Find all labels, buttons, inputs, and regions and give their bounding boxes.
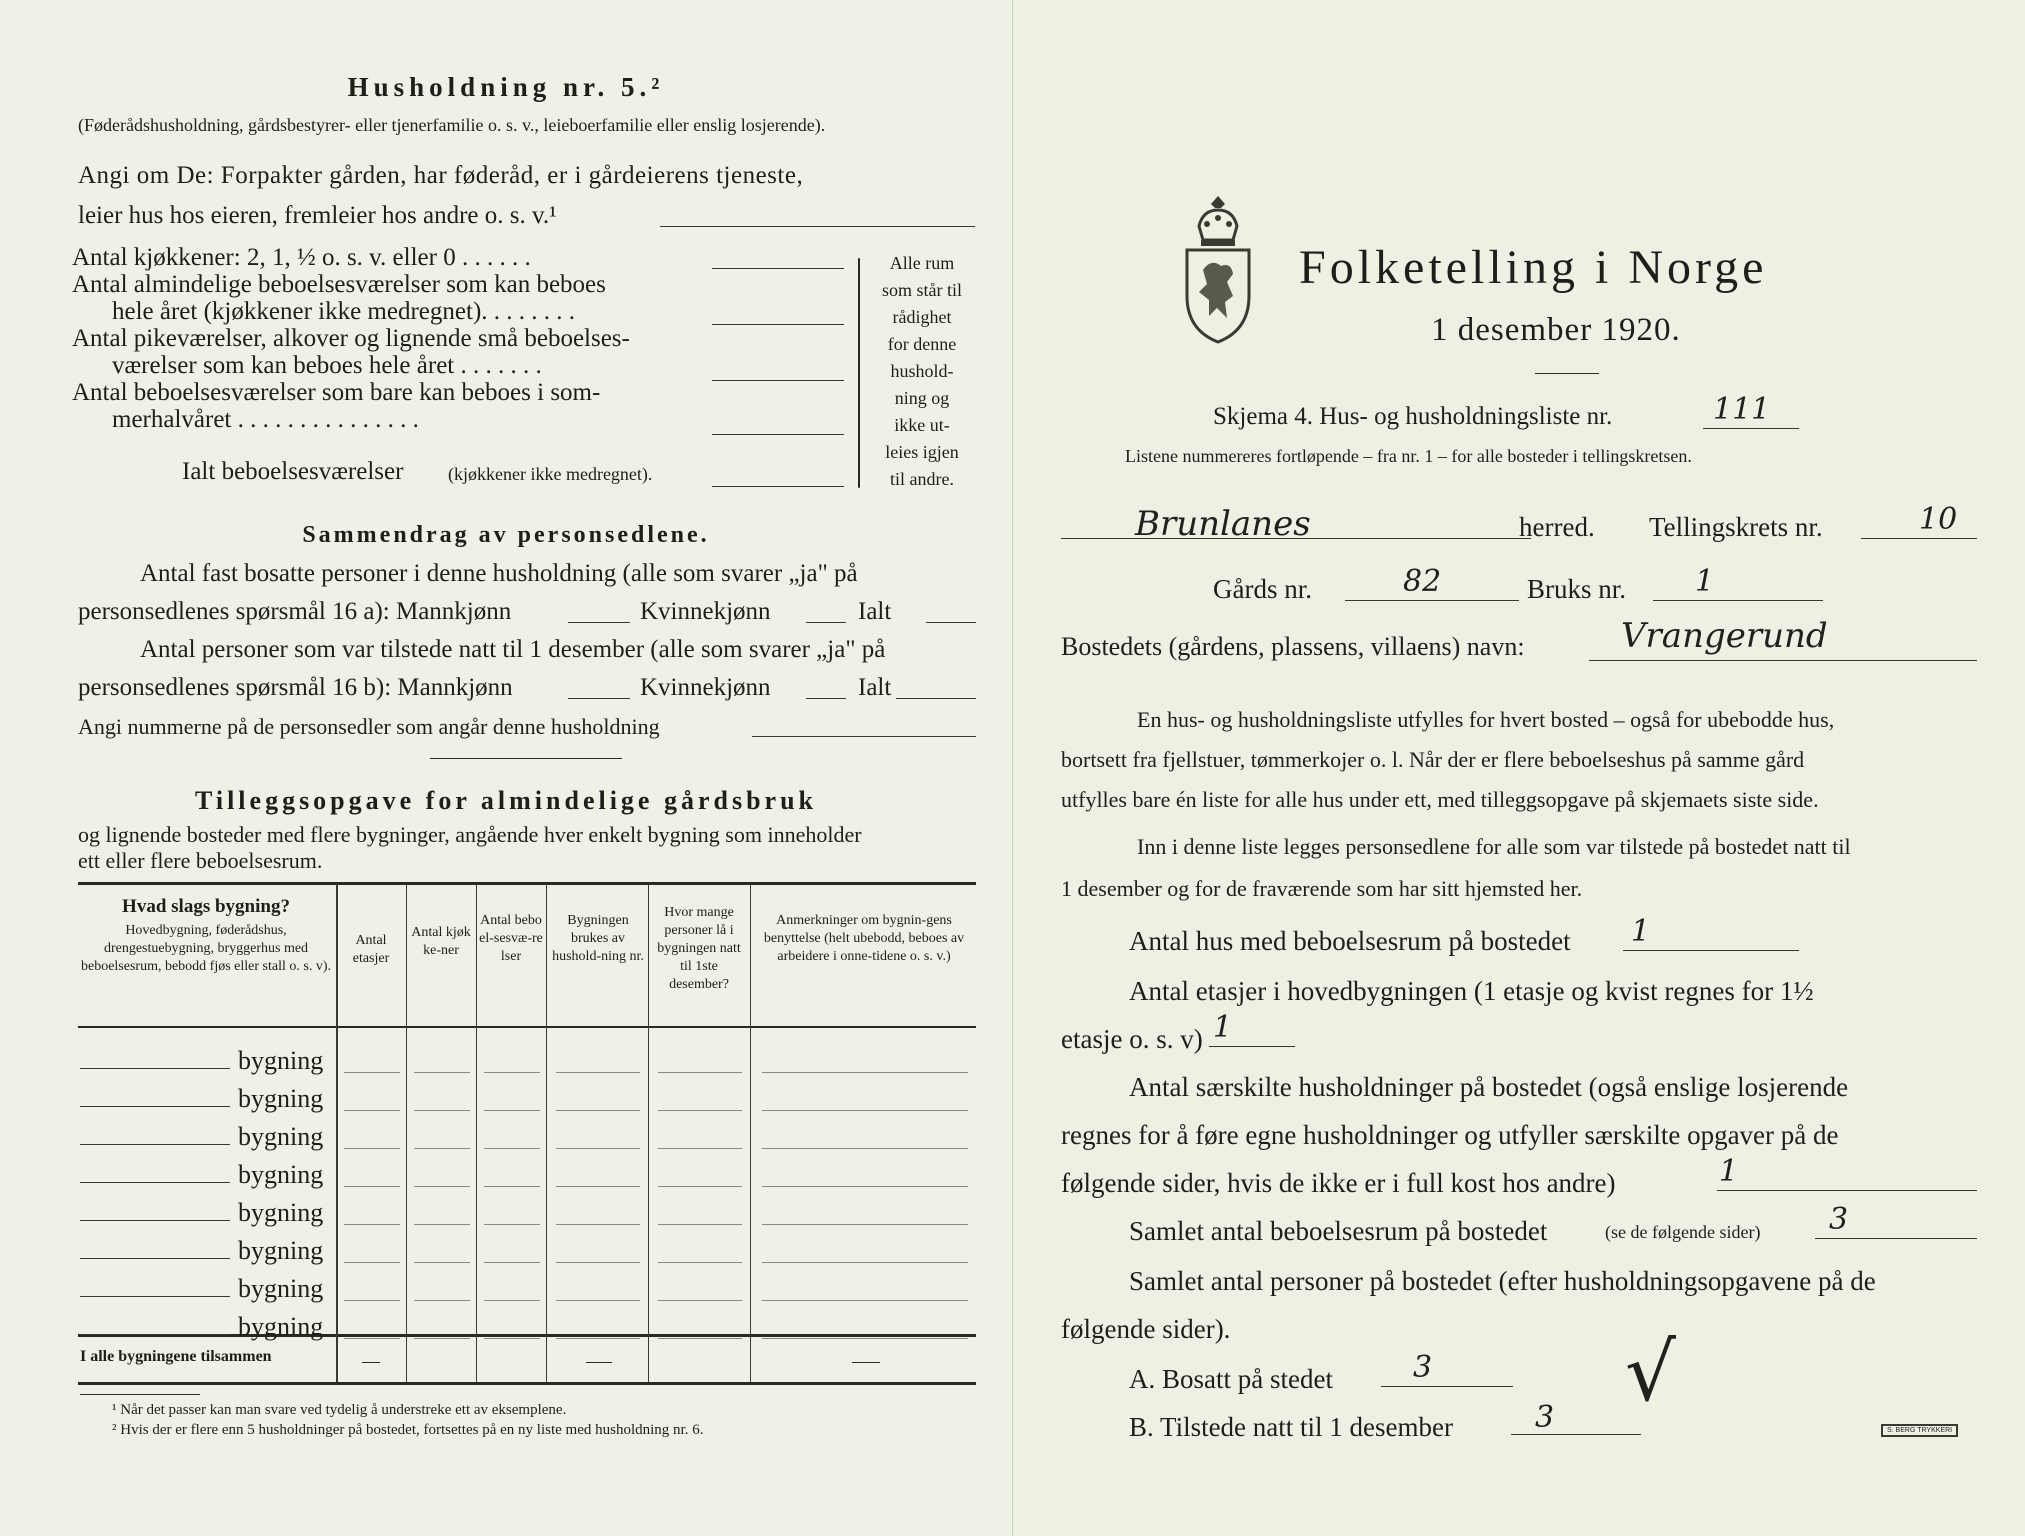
krets-label: Tellingskrets nr. xyxy=(1649,512,1823,542)
gards-line xyxy=(1345,600,1519,601)
building-cell-line xyxy=(484,1300,540,1301)
building-cell-line xyxy=(658,1300,742,1301)
q-hush-value: 1 xyxy=(1719,1154,1739,1189)
printer-stamp: S. BERG TRYKKERI xyxy=(1881,1424,1958,1437)
q-pers-line1: Samlet antal personer på bostedet (efter husholdningsopgavene på de xyxy=(1129,1266,1876,1296)
building-cell-line xyxy=(344,1300,400,1301)
q-rum-value: 3 xyxy=(1829,1202,1849,1237)
building-cell-line xyxy=(556,1186,640,1187)
building-cell-line xyxy=(556,1300,640,1301)
building-cell-line xyxy=(556,1224,640,1225)
th-remarks: Anmerkninger om bygnin-gens benyttelse (helt ubebodd, beboes av arbeidere i onne-tidene o. s. v.) xyxy=(763,913,965,964)
summary-b-total-line xyxy=(896,698,976,699)
gards-value: 82 xyxy=(1403,564,1442,599)
th-building-type-note: Hovedbygning, føderådshus, drengestuebygning, bryggerhus med beboelsesrum, bebodd fjøs eller stall o. s. v). xyxy=(80,923,331,974)
building-cell-line xyxy=(556,1338,640,1339)
building-type-line xyxy=(80,1106,230,1107)
summary-b-female-line xyxy=(806,698,846,699)
building-type-line xyxy=(80,1068,230,1069)
total-dash xyxy=(586,1362,612,1363)
building-cell-line xyxy=(484,1186,540,1187)
bosted-value: Vrangerund xyxy=(1621,616,1828,656)
para1-line: bortsett fra fjellstuer, tømmerkojer o. l. Når der er flere beboelseshus på samme gård xyxy=(1061,747,1805,772)
title-divider xyxy=(1535,373,1599,374)
skjema-value: 111 xyxy=(1713,392,1771,427)
rooms-q-ordinary: Antal almindelige beboelsesværelser som kan beboes xyxy=(72,271,606,298)
tillegg-title: Tilleggsopgave for almindelige gårdsbruk xyxy=(194,786,818,815)
summary-a-female-line xyxy=(806,622,846,623)
q-hush-line xyxy=(1717,1190,1977,1191)
para1-line: En hus- og husholdningsliste utfylles for hvert bosted – også for ubebodde hus, xyxy=(1137,707,1835,732)
rooms-q-small-cont: værelser som kan beboes hele året . . . . . . . xyxy=(112,352,542,379)
table-total-label: I alle bygningene tilsammen xyxy=(80,1348,272,1365)
building-row-label: bygning xyxy=(238,1046,324,1075)
b-tilstede-value: 3 xyxy=(1535,1400,1555,1435)
building-cell-line xyxy=(344,1072,400,1073)
krets-value: 10 xyxy=(1919,502,1958,537)
numbers-line-label: Angi nummerne på de personsedler som angår denne husholdning xyxy=(78,714,660,739)
building-cell-line xyxy=(762,1072,968,1073)
bracket-note-line: ikke ut- xyxy=(894,415,950,435)
herred-line xyxy=(1061,538,1531,539)
building-row-label: bygning xyxy=(238,1236,324,1265)
building-type-line xyxy=(80,1296,230,1297)
section-divider xyxy=(430,758,622,759)
rooms-q-ordinary-cont: hele året (kjøkkener ikke medregnet). . . . . . . . xyxy=(112,298,576,325)
building-type-line xyxy=(80,1334,230,1335)
building-row-label: bygning xyxy=(238,1274,324,1303)
building-cell-line xyxy=(658,1224,742,1225)
building-type-line xyxy=(80,1220,230,1221)
building-cell-line xyxy=(556,1262,640,1263)
census-date: 1 desember 1920. xyxy=(1431,312,1681,348)
q-pers-line2: følgende sider). xyxy=(1061,1314,1231,1344)
summary-b-line1: Antal personer som var tilstede natt til 1 desember (alle som svarer „ja" på xyxy=(140,636,886,663)
table-top-rule xyxy=(78,882,976,885)
q-etasjer-value: 1 xyxy=(1213,1010,1233,1045)
q-hush-line2: regnes for å føre egne husholdninger og utfyller særskilte opgaver på de xyxy=(1061,1120,1839,1150)
building-cell-line xyxy=(658,1338,742,1339)
coat-of-arms-icon xyxy=(1181,196,1255,346)
tillegg-subtitle-1: og lignende bosteder med flere bygninger, angående hver enkelt bygning som inneholder xyxy=(78,822,862,847)
instruction-para-2 xyxy=(1061,826,1981,910)
building-cell-line xyxy=(344,1262,400,1263)
bracket-note-line: som står til xyxy=(882,280,962,300)
building-row-label: bygning xyxy=(238,1312,324,1341)
building-cell-line xyxy=(762,1262,968,1263)
building-cell-line xyxy=(762,1300,968,1301)
building-cell-line xyxy=(344,1186,400,1187)
q-rum-note: (se de følgende sider) xyxy=(1605,1222,1761,1242)
bruks-line xyxy=(1653,600,1823,601)
footnote-1: ¹ Når det passer kan man svare ved tydelig å understreke ett av eksemplene. xyxy=(112,1402,567,1418)
th-used-by: Bygningen brukes av hushold-ning nr. xyxy=(552,913,644,964)
building-cell-line xyxy=(344,1110,400,1111)
instruction-para-1 xyxy=(1061,700,1981,820)
table-bottom-rule xyxy=(78,1382,976,1385)
q-rum-line xyxy=(1815,1238,1977,1239)
building-cell-line xyxy=(484,1224,540,1225)
building-cell-line xyxy=(556,1148,640,1149)
q-etasjer-line xyxy=(1209,1046,1295,1047)
building-type-line xyxy=(80,1182,230,1183)
summary-a-male-line xyxy=(568,622,630,623)
question-arrangement-1: Angi om De: Forpakter gården, har føderåd, er i gårdeierens tjeneste, xyxy=(78,162,804,189)
rooms-q-summer-cont: merhalvåret . . . . . . . . . . . . . . . xyxy=(112,406,419,433)
numbers-answer-line xyxy=(752,736,976,737)
a-bosatt-label: A. Bosatt på stedet xyxy=(1129,1364,1333,1394)
building-cell-line xyxy=(414,1186,470,1187)
bosted-line xyxy=(1589,660,1977,661)
skjema-label: Skjema 4. Hus- og husholdningsliste nr. xyxy=(1213,403,1613,430)
building-cell-line xyxy=(484,1072,540,1073)
building-cell-line xyxy=(484,1148,540,1149)
summary-a-female-label: Kvinnekjønn xyxy=(640,598,771,625)
building-cell-line xyxy=(556,1110,640,1111)
rooms-total-note: (kjøkkener ikke medregnet). xyxy=(448,464,653,484)
building-cell-line xyxy=(344,1338,400,1339)
building-type-line xyxy=(80,1258,230,1259)
q-hus-line xyxy=(1623,950,1799,951)
total-dash xyxy=(852,1362,880,1363)
gards-label: Gårds nr. xyxy=(1213,574,1312,604)
a-bosatt-value: 3 xyxy=(1413,1350,1433,1385)
building-cell-line xyxy=(658,1148,742,1149)
tillegg-subtitle-2: ett eller flere beboelsesrum. xyxy=(78,848,323,873)
summary-a-total-line xyxy=(926,622,976,623)
bruks-label: Bruks nr. xyxy=(1527,574,1627,604)
building-cell-line xyxy=(414,1110,470,1111)
building-cell-line xyxy=(762,1186,968,1187)
building-cell-line xyxy=(414,1224,470,1225)
th-building-type xyxy=(80,896,332,976)
a-bosatt-line xyxy=(1381,1386,1513,1387)
th-kitchens: Antal kjøkke-ner xyxy=(411,925,471,958)
census-title: Folketelling i Norge xyxy=(1299,241,1768,294)
krets-line xyxy=(1861,538,1977,539)
bracket-note-line: til andre. xyxy=(890,469,954,489)
footnote-rule xyxy=(80,1394,200,1395)
bracket-note-line: for denne xyxy=(887,334,957,354)
building-cell-line xyxy=(762,1224,968,1225)
building-row-label: bygning xyxy=(238,1198,324,1227)
building-cell-line xyxy=(414,1300,470,1301)
bracket-note xyxy=(868,250,976,493)
building-cell-line xyxy=(658,1110,742,1111)
para1-line: utfylles bare én liste for alle hus under ett, med tilleggsopgave på skjemaets siste side. xyxy=(1061,787,1819,812)
summary-b-female-label: Kvinnekjønn xyxy=(640,674,771,701)
building-cell-line xyxy=(762,1338,968,1339)
th-building-type-title: Hvad slags bygning? xyxy=(122,896,290,917)
table-col-divider xyxy=(476,884,477,1382)
building-type-line xyxy=(80,1144,230,1145)
check-mark: √ xyxy=(1625,1326,1676,1419)
table-col-divider xyxy=(546,884,547,1382)
answer-line-total xyxy=(712,486,844,487)
answer-line-ordinary xyxy=(712,324,844,325)
building-cell-line xyxy=(484,1338,540,1339)
bruks-value: 1 xyxy=(1695,564,1715,599)
listene-note: Listene nummereres fortløpende – fra nr. 1 – for alle bosteder i tellingskretsen. xyxy=(1125,446,1692,466)
q-hus-label: Antal hus med beboelsesrum på bostedet xyxy=(1129,926,1571,956)
summary-b-line2: personsedlenes spørsmål 16 b): Mannkjønn xyxy=(78,674,513,701)
building-cell-line xyxy=(658,1262,742,1263)
bracket-note-line: hushold- xyxy=(890,361,954,381)
building-cell-line xyxy=(414,1338,470,1339)
right-page xyxy=(1013,0,2025,1536)
bracket xyxy=(858,258,860,488)
table-col-divider xyxy=(750,884,751,1382)
question-arrangement-2: leier hus hos eieren, fremleier hos andre o. s. v.¹ xyxy=(78,202,557,229)
bracket-note-line: rådighet xyxy=(892,307,952,327)
table-header-rule xyxy=(78,1026,976,1028)
para2-line: Inn i denne liste legges personsedlene for alle som var tilstede på bostedet natt til xyxy=(1137,834,1851,859)
rooms-q-small: Antal pikeværelser, alkover og lignende små beboelses- xyxy=(72,325,630,352)
building-cell-line xyxy=(658,1072,742,1073)
q-etasjer-line1: Antal etasjer i hovedbygningen (1 etasje og kvist regnes for 1½ xyxy=(1129,976,1814,1006)
table-col-divider xyxy=(406,884,407,1382)
bracket-note-line: Alle rum xyxy=(889,253,955,273)
building-cell-line xyxy=(762,1110,968,1111)
rooms-questions xyxy=(72,244,752,433)
q-hus-value: 1 xyxy=(1631,914,1651,949)
rooms-total-label: Ialt beboelsesværelser xyxy=(182,458,404,485)
summary-b-total-label: Ialt xyxy=(858,674,892,701)
herred-label: herred. xyxy=(1519,512,1595,542)
bracket-note-line: ning og xyxy=(894,388,950,408)
building-cell-line xyxy=(484,1110,540,1111)
building-cell-line xyxy=(484,1262,540,1263)
building-row-label: bygning xyxy=(238,1160,324,1189)
building-cell-line xyxy=(556,1072,640,1073)
summary-a-total-label: Ialt xyxy=(858,598,892,625)
building-cell-line xyxy=(414,1072,470,1073)
household-subtitle: (Føderådshusholdning, gårdsbestyrer- eller tjenerfamilie o. s. v., leieboerfamilie eller enslig losjerende). xyxy=(78,115,826,135)
building-cell-line xyxy=(344,1224,400,1225)
summary-title: Sammendrag av personsedlene. xyxy=(302,522,710,548)
summary-b-male-line xyxy=(568,698,630,699)
building-cell-line xyxy=(344,1148,400,1149)
table-col-divider xyxy=(648,884,649,1382)
answer-line-small xyxy=(712,380,844,381)
answer-line-kitchens xyxy=(712,268,844,269)
q-rum-label: Samlet antal beboelsesrum på bostedet xyxy=(1129,1216,1548,1246)
arrangement-answer-line xyxy=(660,226,975,227)
building-cell-line xyxy=(658,1186,742,1187)
rooms-q-kitchens: Antal kjøkkener: 2, 1, ½ o. s. v. eller 0 . . . . . . xyxy=(72,244,531,271)
b-tilstede-line xyxy=(1511,1434,1641,1435)
rooms-q-summer: Antal beboelsesværelser som bare kan beboes i som- xyxy=(72,379,601,406)
building-row-label: bygning xyxy=(238,1122,324,1151)
summary-a-line1: Antal fast bosatte personer i denne husholdning (alle som svarer „ja" på xyxy=(140,560,858,587)
building-cell-line xyxy=(414,1148,470,1149)
household-title: Husholdning nr. 5.² xyxy=(347,72,665,102)
th-rooms: Antal beboel-sesvæ-relser xyxy=(479,913,543,964)
building-cell-line xyxy=(762,1148,968,1149)
summary-a-line2: personsedlenes spørsmål 16 a): Mannkjønn xyxy=(78,598,512,625)
para2-line: 1 desember og for de fraværende som har sitt hjemsted her. xyxy=(1061,876,1583,901)
th-floors: Antal etasjer xyxy=(352,933,390,966)
bracket-note-line: leies igjen xyxy=(885,442,959,462)
herred-value: Brunlanes xyxy=(1135,504,1311,544)
b-tilstede-label: B. Tilstede natt til 1 desember xyxy=(1129,1412,1453,1442)
q-hush-line3: følgende sider, hvis de ikke er i full kost hos andre) xyxy=(1061,1168,1616,1198)
q-etasjer-line2: etasje o. s. v) xyxy=(1061,1024,1203,1054)
th-persons: Hvor mange personer lå i bygningen natt til 1ste desember? xyxy=(657,905,741,992)
building-row-label: bygning xyxy=(238,1084,324,1113)
bosted-label: Bostedets (gårdens, plassens, villaens) navn: xyxy=(1061,632,1525,661)
answer-line-summer xyxy=(712,434,844,435)
building-cell-line xyxy=(414,1262,470,1263)
skjema-line xyxy=(1703,428,1799,429)
q-hush-line1: Antal særskilte husholdninger på bostedet (også enslige losjerende xyxy=(1129,1072,1849,1102)
footnote-2: ² Hvis der er flere enn 5 husholdninger på bostedet, fortsettes på en ny liste med husholdning nr. 6. xyxy=(112,1422,704,1438)
total-dash xyxy=(362,1362,380,1363)
